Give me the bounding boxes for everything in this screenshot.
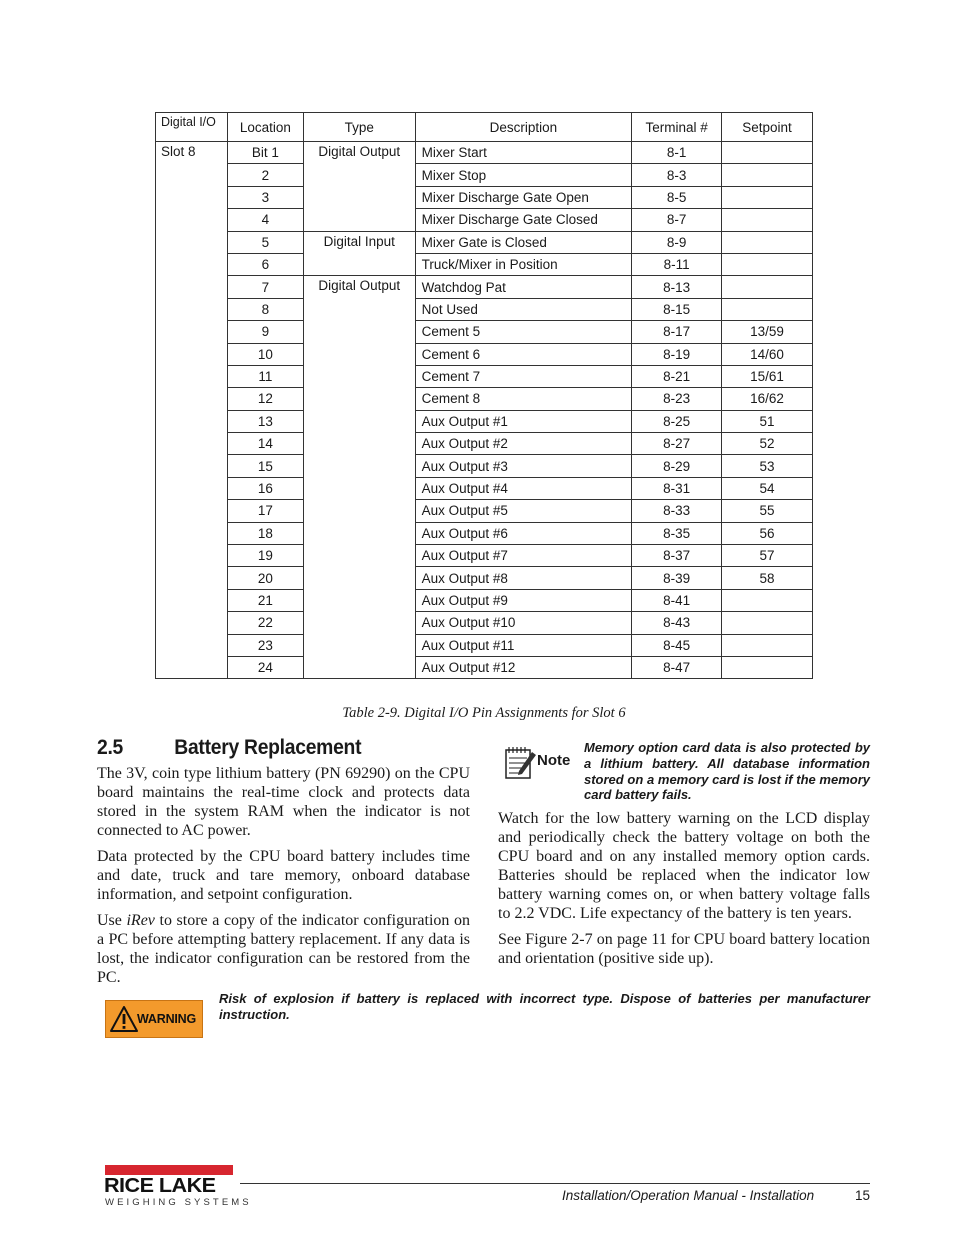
- description-cell: Aux Output #5: [415, 500, 632, 522]
- description-cell: Mixer Gate is Closed: [415, 231, 632, 253]
- header-description: Description: [415, 113, 632, 142]
- footer-manual-title: Installation/Operation Manual - Installation: [562, 1188, 815, 1203]
- terminal-cell: 8-1: [632, 142, 722, 164]
- terminal-cell: 8-15: [632, 298, 722, 320]
- location-cell: 9: [227, 321, 303, 343]
- setpoint-cell: 57: [722, 545, 813, 567]
- header-terminal: Terminal #: [632, 113, 722, 142]
- paragraph-data-protected: Data protected by the CPU board battery includes time and date, truck and tare memory, onboard database information, and setpoint configuration.: [97, 848, 470, 903]
- table-row: [156, 388, 813, 410]
- location-cell: 21: [227, 589, 303, 611]
- setpoint-cell: 52: [722, 433, 813, 455]
- paragraph-battery-intro: The 3V, coin type lithium battery (PN 69290) on the CPU board maintains the real-time clock and protects data stored in the system RAM when the indicator is not connected to AC power.: [97, 765, 470, 839]
- terminal-cell: 8-5: [632, 186, 722, 208]
- warning-badge: [105, 1000, 203, 1038]
- terminal-cell: 8-21: [632, 365, 722, 387]
- type-cell: Digital Output: [303, 142, 415, 232]
- setpoint-cell: 56: [722, 522, 813, 544]
- setpoint-cell: [722, 589, 813, 611]
- setpoint-cell: 58: [722, 567, 813, 589]
- setpoint-cell: [722, 209, 813, 231]
- location-cell: 23: [227, 634, 303, 656]
- location-cell: 3: [227, 186, 303, 208]
- table-row: [156, 433, 813, 455]
- warning-triangle-icon: [109, 1004, 139, 1034]
- setpoint-cell: 54: [722, 477, 813, 499]
- setpoint-cell: 13/59: [722, 321, 813, 343]
- description-cell: Aux Output #11: [415, 634, 632, 656]
- section-heading: [97, 736, 361, 760]
- location-cell: 19: [227, 545, 303, 567]
- description-cell: Cement 6: [415, 343, 632, 365]
- type-cell: Digital Output: [303, 276, 415, 679]
- description-cell: Aux Output #9: [415, 589, 632, 611]
- table-row: [156, 231, 813, 253]
- location-cell: 22: [227, 612, 303, 634]
- location-cell: 13: [227, 410, 303, 432]
- description-cell: Mixer Stop: [415, 164, 632, 186]
- terminal-cell: 8-19: [632, 343, 722, 365]
- table-row: [156, 343, 813, 365]
- table-row: [156, 253, 813, 275]
- setpoint-cell: [722, 231, 813, 253]
- setpoint-cell: 15/61: [722, 365, 813, 387]
- table-header-row: [156, 113, 813, 142]
- footer-rule: [240, 1183, 870, 1184]
- terminal-cell: 8-41: [632, 589, 722, 611]
- description-cell: Aux Output #10: [415, 612, 632, 634]
- location-cell: 24: [227, 656, 303, 678]
- setpoint-cell: [722, 142, 813, 164]
- description-cell: Aux Output #8: [415, 567, 632, 589]
- description-cell: Cement 8: [415, 388, 632, 410]
- header-type: Type: [303, 113, 415, 142]
- note-text: Memory option card data is also protected by a lithium battery. All database information stored on a memory card is lost if the memory card battery fails.: [584, 740, 870, 803]
- location-cell: 20: [227, 567, 303, 589]
- location-cell: 15: [227, 455, 303, 477]
- description-cell: Aux Output #6: [415, 522, 632, 544]
- terminal-cell: 8-47: [632, 656, 722, 678]
- table-row: [156, 142, 813, 164]
- location-cell: 17: [227, 500, 303, 522]
- page-number: 15: [855, 1188, 871, 1203]
- table-row: [156, 321, 813, 343]
- note-callout: [500, 740, 870, 802]
- location-cell: 18: [227, 522, 303, 544]
- table-row: [156, 186, 813, 208]
- setpoint-cell: [722, 253, 813, 275]
- logo-weighing-systems: WEIGHING SYSTEMS: [105, 1197, 252, 1208]
- logo-red-bar: [105, 1165, 233, 1175]
- terminal-cell: 8-17: [632, 321, 722, 343]
- note-label: Note: [537, 752, 571, 769]
- terminal-cell: 8-45: [632, 634, 722, 656]
- description-cell: Mixer Discharge Gate Open: [415, 186, 632, 208]
- section-number: 2.5: [97, 736, 124, 759]
- table-row: [156, 522, 813, 544]
- table-row: [156, 545, 813, 567]
- left-column: [97, 764, 470, 994]
- location-cell: 16: [227, 477, 303, 499]
- irev-emphasis: iRev: [126, 912, 155, 929]
- terminal-cell: 8-33: [632, 500, 722, 522]
- terminal-cell: 8-35: [632, 522, 722, 544]
- description-cell: Aux Output #4: [415, 477, 632, 499]
- description-cell: Aux Output #7: [415, 545, 632, 567]
- setpoint-cell: [722, 634, 813, 656]
- paragraph-irev: [97, 911, 470, 987]
- note-pad-icon: [502, 744, 538, 780]
- header-setpoint: Setpoint: [722, 113, 813, 142]
- description-cell: Aux Output #12: [415, 656, 632, 678]
- table-row: [156, 410, 813, 432]
- description-cell: Aux Output #1: [415, 410, 632, 432]
- table-row: [156, 209, 813, 231]
- description-cell: Cement 7: [415, 365, 632, 387]
- warning-label: WARNING: [137, 1012, 197, 1026]
- description-cell: Mixer Start: [415, 142, 632, 164]
- location-cell: 8: [227, 298, 303, 320]
- terminal-cell: 8-27: [632, 433, 722, 455]
- setpoint-cell: [722, 276, 813, 298]
- terminal-cell: 8-43: [632, 612, 722, 634]
- table-row: [156, 164, 813, 186]
- terminal-cell: 8-37: [632, 545, 722, 567]
- setpoint-cell: [722, 298, 813, 320]
- header-location: Location: [227, 113, 303, 142]
- table-row: [156, 298, 813, 320]
- table-body: [156, 142, 813, 679]
- table-row: [156, 455, 813, 477]
- description-cell: Cement 5: [415, 321, 632, 343]
- table-row: [156, 365, 813, 387]
- description-cell: Aux Output #3: [415, 455, 632, 477]
- description-cell: Aux Output #2: [415, 433, 632, 455]
- location-cell: 11: [227, 365, 303, 387]
- setpoint-cell: 16/62: [722, 388, 813, 410]
- irev-text-before: Use: [97, 912, 127, 929]
- setpoint-cell: 14/60: [722, 343, 813, 365]
- location-cell: 10: [227, 343, 303, 365]
- setpoint-cell: [722, 186, 813, 208]
- terminal-cell: 8-25: [632, 410, 722, 432]
- terminal-cell: 8-3: [632, 164, 722, 186]
- irev-text-after: to store a copy of the indicator configuration on a PC before attempting battery replacement. If any data is lost, the indicator configuration can be restored from the PC.: [97, 912, 470, 986]
- slot-cell: Slot 8: [156, 142, 228, 679]
- table-row: [156, 477, 813, 499]
- terminal-cell: 8-13: [632, 276, 722, 298]
- table-row: [156, 612, 813, 634]
- table-row: [156, 634, 813, 656]
- description-cell: Truck/Mixer in Position: [415, 253, 632, 275]
- setpoint-cell: 55: [722, 500, 813, 522]
- location-cell: Bit 1: [227, 142, 303, 164]
- setpoint-cell: [722, 164, 813, 186]
- description-cell: Watchdog Pat: [415, 276, 632, 298]
- setpoint-cell: [722, 612, 813, 634]
- right-column: [498, 809, 870, 975]
- type-cell: Digital Input: [303, 231, 415, 276]
- terminal-cell: 8-9: [632, 231, 722, 253]
- table-row: [156, 589, 813, 611]
- logo-rice-lake: RICE LAKE: [104, 1175, 216, 1197]
- paragraph-see-figure: See Figure 2-7 on page 11 for CPU board battery location and orientation (positive side up).: [498, 931, 870, 967]
- location-cell: 2: [227, 164, 303, 186]
- setpoint-cell: [722, 656, 813, 678]
- table-row: [156, 656, 813, 678]
- location-cell: 5: [227, 231, 303, 253]
- table-row: [156, 567, 813, 589]
- table-row: [156, 500, 813, 522]
- terminal-cell: 8-23: [632, 388, 722, 410]
- location-cell: 4: [227, 209, 303, 231]
- terminal-cell: 8-11: [632, 253, 722, 275]
- terminal-cell: 8-31: [632, 477, 722, 499]
- description-cell: Not Used: [415, 298, 632, 320]
- terminal-cell: 8-39: [632, 567, 722, 589]
- setpoint-cell: 51: [722, 410, 813, 432]
- setpoint-cell: 53: [722, 455, 813, 477]
- description-cell: Mixer Discharge Gate Closed: [415, 209, 632, 231]
- warning-text: Risk of explosion if battery is replaced with incorrect type. Dispose of batteries per manufacturer instruction.: [219, 991, 870, 1022]
- terminal-cell: 8-29: [632, 455, 722, 477]
- terminal-cell: 8-7: [632, 209, 722, 231]
- section-title: Battery Replacement: [174, 736, 362, 759]
- location-cell: 7: [227, 276, 303, 298]
- digital-io-table: [155, 112, 813, 679]
- location-cell: 6: [227, 253, 303, 275]
- location-cell: 12: [227, 388, 303, 410]
- location-cell: 14: [227, 433, 303, 455]
- table-caption: Table 2-9. Digital I/O Pin Assignments for Slot 6: [342, 705, 626, 721]
- header-digital-io: Digital I/O: [156, 113, 228, 142]
- paragraph-low-battery: Watch for the low battery warning on the LCD display and periodically check the battery voltage on both the CPU board and on any installed memory option cards. Batteries should be replaced when the indicator low battery warning comes on, or when battery voltage falls to 2.2 VDC. Life expectancy of the battery is ten years.: [498, 810, 870, 922]
- table-row: [156, 276, 813, 298]
